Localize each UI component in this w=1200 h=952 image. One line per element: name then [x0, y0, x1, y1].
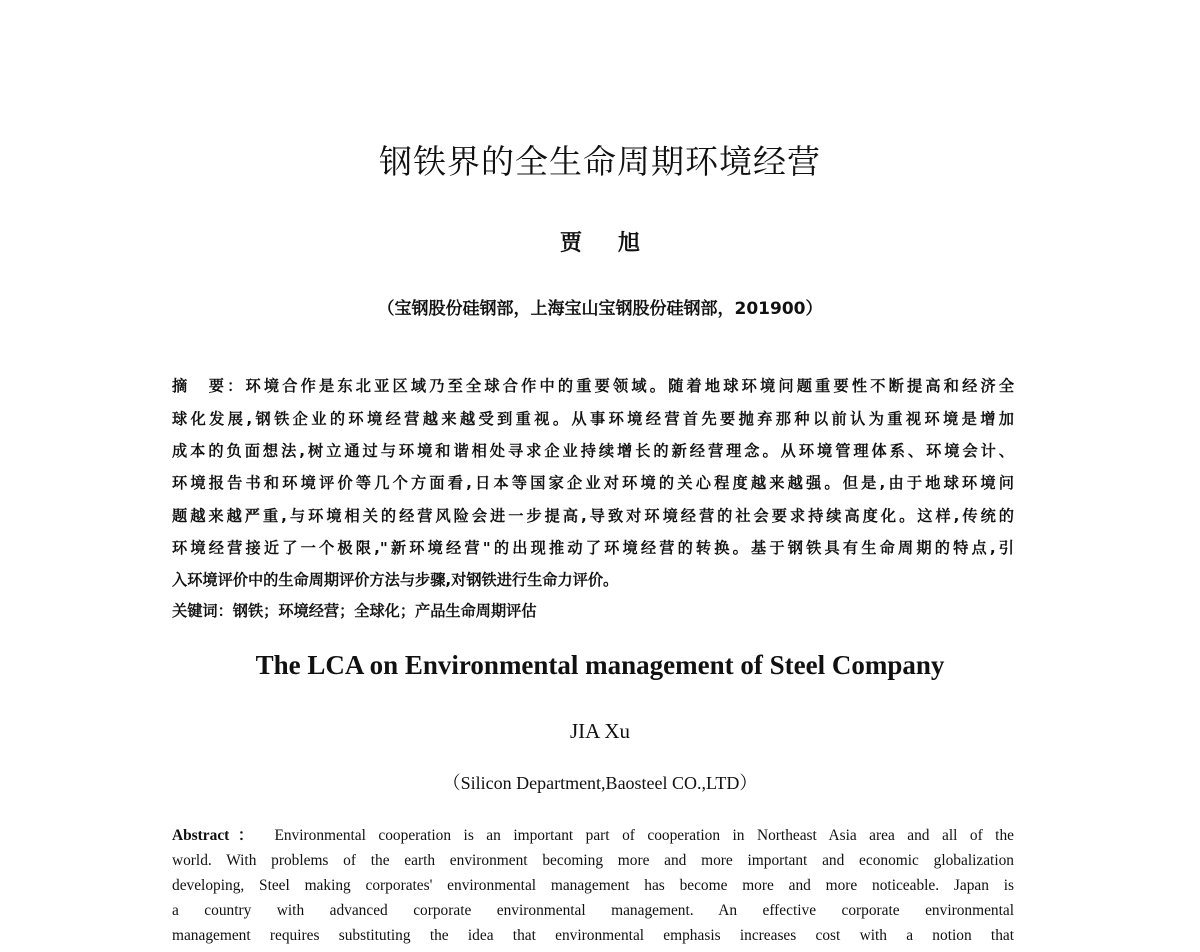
affiliation-chinese: （宝钢股份硅钢部，上海宝山宝钢股份硅钢部，201900）	[377, 299, 823, 319]
author-given-name: 旭	[618, 231, 641, 256]
keywords-label: 关键词：	[172, 602, 233, 620]
author-surname: 贾	[559, 231, 582, 256]
author-chinese	[0, 226, 1200, 257]
abstract-line: 入环境评价中的生命周期评价方法与步骤,对钢铁进行生命力评价。	[172, 571, 619, 589]
abstract-line	[172, 375, 1014, 397]
affiliation-english: （Silicon Department,Baosteel CO.,LTD）	[442, 773, 758, 793]
author-english: JIA Xu	[569, 719, 631, 743]
title-english: The LCA on Environmental management of Steel Company	[255, 650, 945, 680]
abstract-label: 摘 要：	[172, 377, 246, 395]
abstract-line: 环境报告书和环境评价等几个方面看,日本等国家企业对环境的关心程度越来越强。但是,由于地球环境问	[172, 474, 1014, 492]
abstract-text: 环境合作是东北亚区域乃至全球合作中的重要领域。随着地球环境问题重要性不断提高和经济全	[245, 377, 1015, 395]
title-chinese: 钢铁界的全生命周期环境经营	[379, 142, 821, 181]
abstract-line: 成本的负面想法,树立通过与环境和谐相处寻求企业持续增长的新经营理念。从环境管理体系、环境会计、	[172, 442, 1014, 460]
abstract-line: developing, Steel making corporates' environmental management has become more and more noticeable. Japan is	[172, 877, 1014, 894]
abstract-line	[172, 825, 1014, 847]
abstract-line: 环境经营接近了一个极限,"新环境经营"的出现推动了环境经营的转换。基于钢铁具有生命周期的特点,引	[172, 539, 1014, 557]
abstract-line: world. With problems of the earth environment becoming more and more important and economic globalization	[172, 852, 1014, 869]
abstract-text: Environmental cooperation is an important part of cooperation in Northeast Asia area and all of the	[274, 827, 1014, 844]
abstract-line: 球化发展,钢铁企业的环境经营越来越受到重视。从事环境经营首先要抛弃那种以前认为重视环境是增加	[172, 410, 1014, 428]
abstract-line: a country with advanced corporate environmental management. An effective corporate environmental	[172, 902, 1014, 919]
abstract-line: 题越来越严重,与环境相关的经营风险会进一步提高,导致对环境经营的社会要求持续高度化。这样,传统的	[172, 507, 1014, 525]
keywords-text: 钢铁；环境经营；全球化；产品生命周期评估	[232, 602, 537, 620]
keywords-chinese	[172, 600, 1014, 622]
abstract-line: management requires substituting the idea that environmental emphasis increases cost with a notion that	[172, 927, 1014, 944]
abstract-label: Abstract：	[172, 827, 262, 844]
